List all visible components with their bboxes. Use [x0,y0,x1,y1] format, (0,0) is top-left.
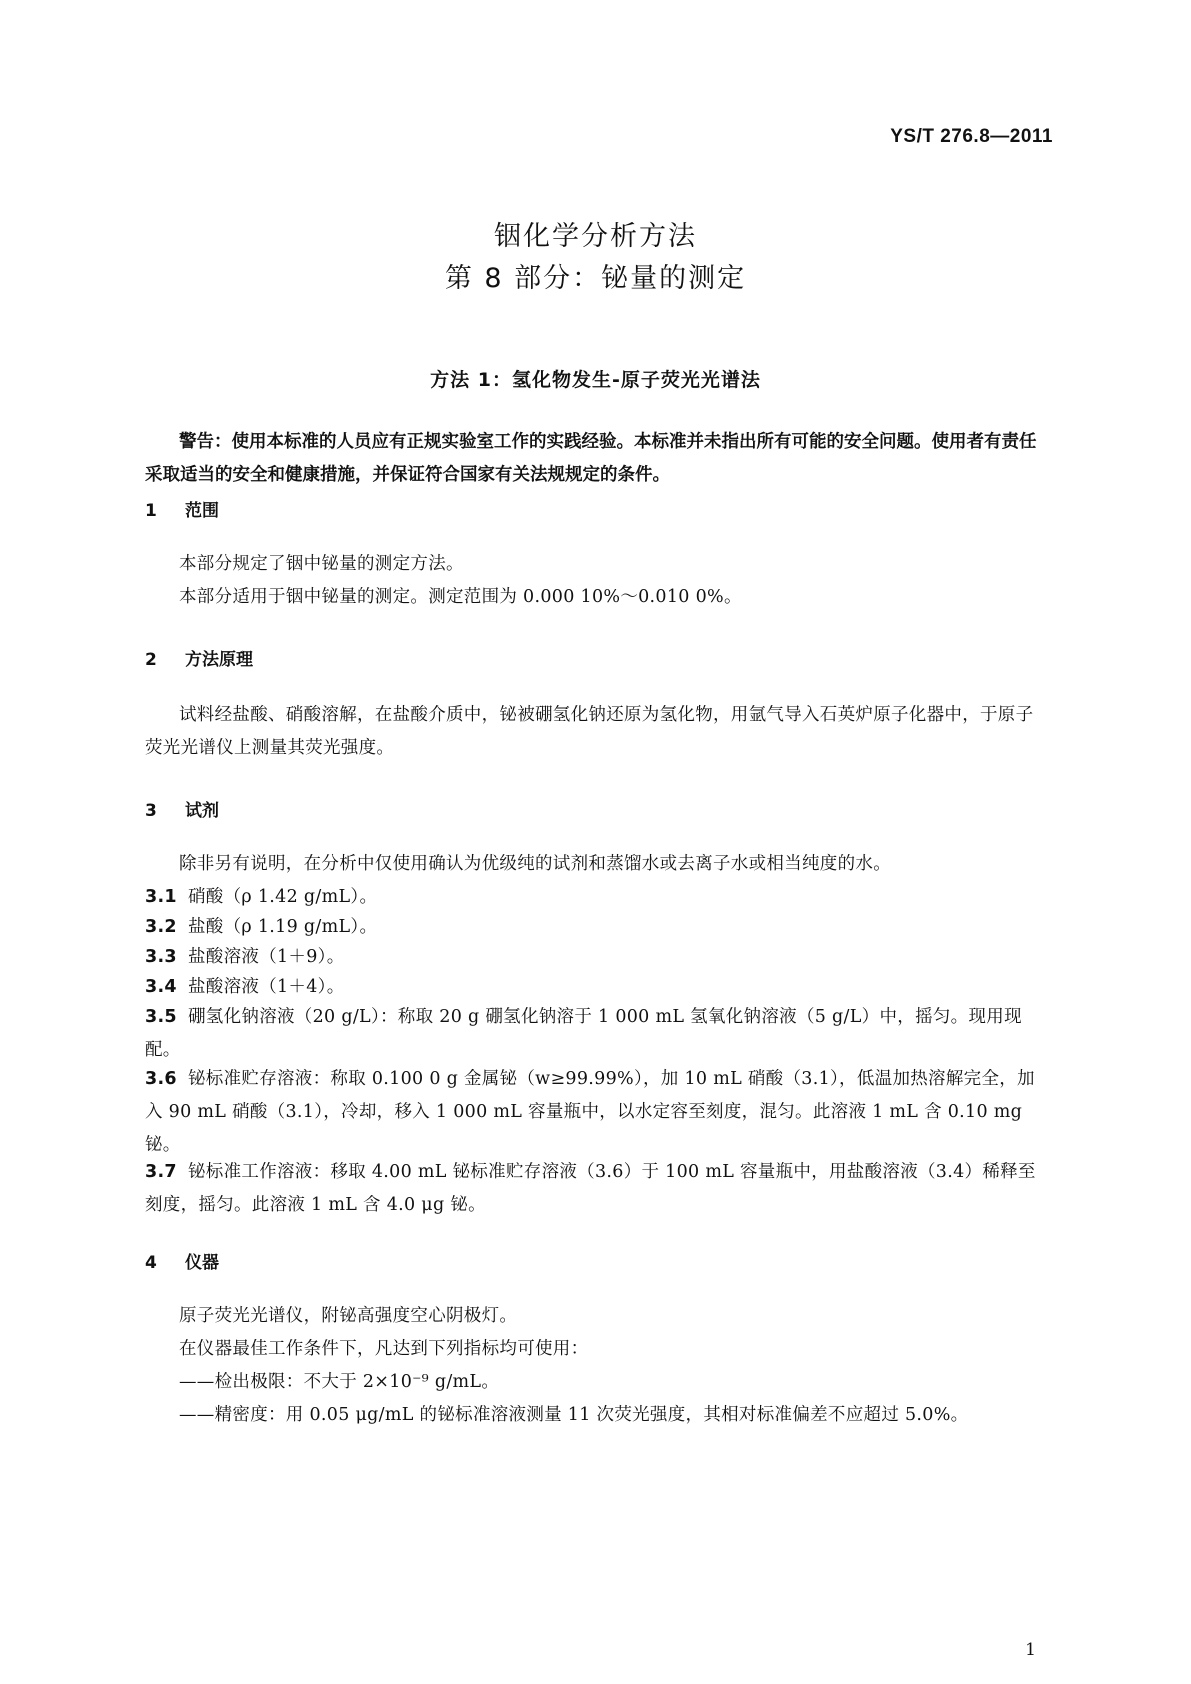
paragraph: 在仪器最佳工作条件下，凡达到下列指标均可使用： [179,1339,589,1359]
paragraph: ——精密度：用 0.05 μg/mL 的铋标准溶液测量 11 次荧光强度，其相对标准偏差不应超过 5.0%。 [179,1405,969,1425]
section-heading-2 [145,645,253,670]
paragraph: 本部分规定了铟中铋量的测定方法。 [179,554,464,574]
section-title: 方法原理 [185,650,253,670]
section-heading-1 [145,496,219,521]
document-title-line1: 铟化学分析方法 [494,221,697,252]
item-text: 铋标准工作溶液：移取 4.00 mL 铋标准贮存溶液（3.6）于 100 mL 容量瓶中，用盐酸溶液（3.4）稀释至刻度，摇匀。此溶液 1 mL 含 4.0 μg 铋。 [145,1162,1036,1215]
list-item [145,941,1050,974]
item-number: 3.7 [145,1162,177,1182]
paragraph: 原子荧光光谱仪，附铋高强度空心阴极灯。 [179,1306,518,1326]
item-number: 3.1 [145,887,177,907]
list-item [145,881,1050,914]
document-title-line2: 第 8 部分：铋量的测定 [444,263,747,294]
warning-paragraph: 警告：使用本标准的人员应有正规实验室工作的实践经验。本标准并未指出所有可能的安全问题。使用者有责任采取适当的安全和健康措施，并保证符合国家有关法规规定的条件。 [145,432,1037,485]
item-text: 盐酸溶液（1＋9）。 [188,947,345,967]
standard-code: YS/T 276.8—2011 [890,126,1053,147]
section-title: 范围 [185,501,219,521]
section-title: 仪器 [185,1253,219,1273]
section-number: 4 [145,1253,157,1273]
item-number: 3.6 [145,1069,177,1089]
item-text: 盐酸溶液（1＋4）。 [188,977,345,997]
list-item [145,1063,1050,1162]
section-number: 2 [145,650,157,670]
item-number: 3.2 [145,917,177,937]
item-text: 硝酸（ρ 1.42 g/mL）。 [188,887,378,907]
list-item [145,1001,1050,1067]
method-title: 方法 1：氢化物发生-原子荧光光谱法 [430,369,761,391]
item-number: 3.3 [145,947,177,967]
section-number: 1 [145,501,157,521]
paragraph: 试料经盐酸、硝酸溶解，在盐酸介质中，铋被硼氢化钠还原为氢化物，用氩气导入石英炉原子化器中，于原子荧光光谱仪上测量其荧光强度。 [145,705,1034,758]
page-number: 1 [1025,1640,1036,1660]
section-heading-3 [145,796,219,821]
item-text: 盐酸（ρ 1.19 g/mL）。 [188,917,378,937]
section-heading-4 [145,1248,219,1273]
section-title: 试剂 [185,801,219,821]
item-text: 铋标准贮存溶液：称取 0.100 0 g 金属铋（w≥99.99%），加 10 mL 硝酸（3.1），低温加热溶解完全，加入 90 mL 硝酸（3.1），冷却，移入 1 000 mL 容量瓶中，以水定容至刻度，混匀。此溶液 1 mL 含 0.10 mg 铋。 [145,1069,1035,1155]
paragraph: ——检出极限：不大于 2×10⁻⁹ g/mL。 [179,1372,500,1392]
item-number: 3.4 [145,977,177,997]
list-item [145,1156,1050,1222]
item-number: 3.5 [145,1007,177,1027]
list-item [145,971,1050,1004]
list-item [145,911,1050,944]
paragraph: 除非另有说明，在分析中仅使用确认为优级纯的试剂和蒸馏水或去离子水或相当纯度的水。 [179,854,891,874]
item-text: 硼氢化钠溶液（20 g/L）：称取 20 g 硼氢化钠溶于 1 000 mL 氢氧化钠溶液（5 g/L）中，摇匀。现用现配。 [145,1007,1022,1060]
section-number: 3 [145,801,157,821]
paragraph: 本部分适用于铟中铋量的测定。测定范围为 0.000 10%～0.010 0%。 [179,587,742,607]
